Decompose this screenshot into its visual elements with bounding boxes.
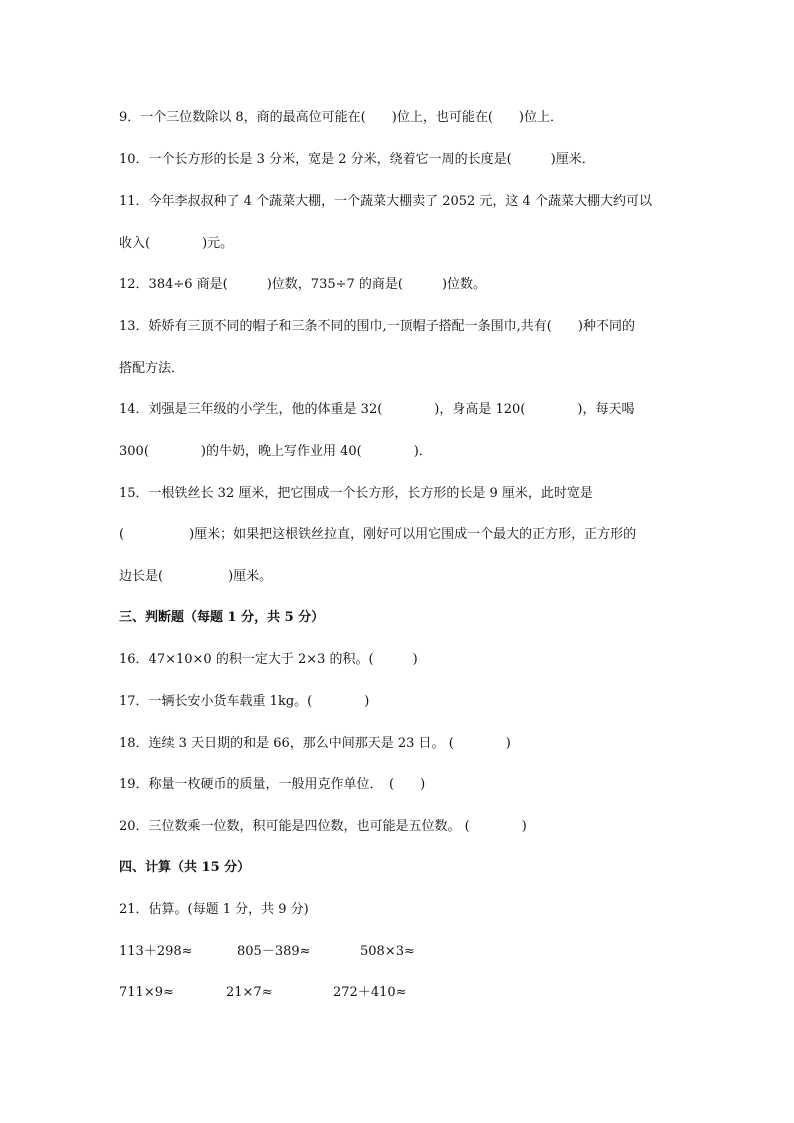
question-13-line2: 搭配方法． <box>119 361 185 376</box>
question-11-line2: 收入( )元。 <box>119 236 234 251</box>
question-9: 9．一个三位数除以 8，商的最高位可能在( )位上，也可能在( )位上． <box>119 110 563 125</box>
estimate-item: 711×9≈ <box>119 985 174 1000</box>
estimate-item: 508×3≈ <box>360 944 415 959</box>
question-13-line1: 13．娇娇有三顶不同的帽子和三条不同的围巾,一顶帽子搭配一条围巾,共有( )种不同的 <box>119 319 635 334</box>
question-12: 12．384÷6 商是( )位数，735÷7 的商是( )位数。 <box>119 277 487 292</box>
question-21: 21．估算。(每题 1 分，共 9 分) <box>119 902 309 917</box>
question-14-line1: 14．刘强是三年级的小学生，他的体重是 32( )，身高是 120( )，每天喝 <box>119 402 635 417</box>
estimate-item: 805－389≈ <box>237 944 311 959</box>
question-17: 17．一辆长安小货车载重 1kg。( ) <box>119 694 370 709</box>
question-18: 18．连续 3 天日期的和是 66，那么中间那天是 23 日。 ( ) <box>119 736 511 751</box>
question-15-line2: ( )厘米；如果把这根铁丝拉直，刚好可以用它围成一个最大的正方形，正方形的 <box>119 527 637 542</box>
estimate-item: 21×7≈ <box>226 985 273 1000</box>
question-20: 20．三位数乘一位数，积可能是四位数，也可能是五位数。 ( ) <box>119 819 527 834</box>
question-10: 10．一个长方形的长是 3 分米，宽是 2 分米，绕着它一周的长度是( )厘米． <box>119 152 595 167</box>
question-11-line1: 11．今年李叔叔种了 4 个蔬菜大棚，一个蔬菜大棚卖了 2052 元，这 4 个蔬菜大棚大约可以 <box>119 194 652 209</box>
question-16: 16．47×10×0 的积一定大于 2×3 的积。( ) <box>119 652 418 667</box>
section-heading-true-false: 三、判断题（每题 1 分，共 5 分） <box>119 610 325 625</box>
section-heading-calculation: 四、计算（共 15 分） <box>119 860 251 875</box>
estimate-item: 272＋410≈ <box>333 985 407 1000</box>
question-15-line1: 15．一根铁丝长 32 厘米，把它围成一个长方形，长方形的长是 9 厘米，此时宽是 <box>119 486 593 501</box>
question-19: 19．称量一枚硬币的质量，一般用克作单位． ( ) <box>119 777 426 792</box>
question-15-line3: 边长是( )厘米。 <box>119 569 273 584</box>
estimate-item: 113＋298≈ <box>119 944 193 959</box>
question-14-line2: 300( )的牛奶，晚上写作业用 40( )． <box>119 444 432 459</box>
